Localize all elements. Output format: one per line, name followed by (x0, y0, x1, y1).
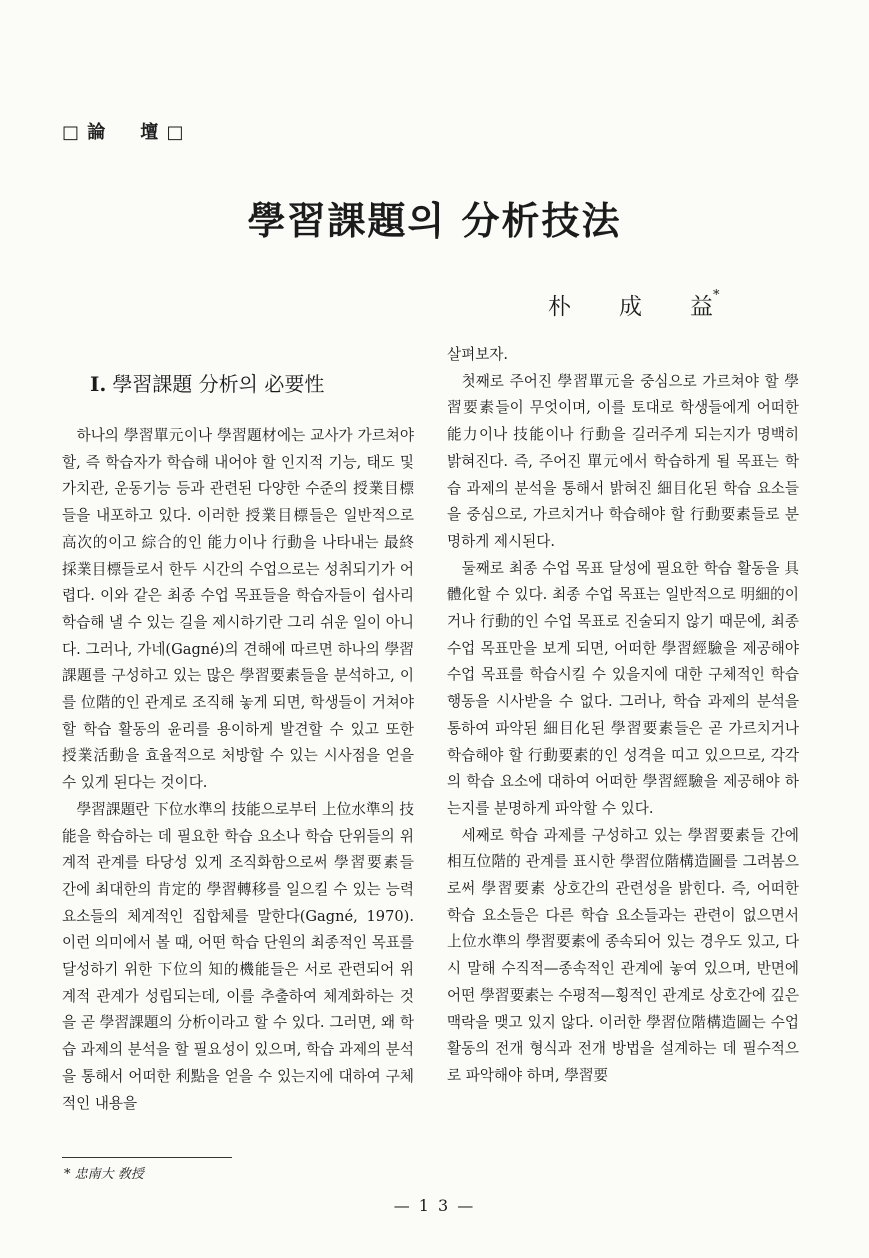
left-column (62, 423, 414, 1117)
right-paragraph-2: 첫째로 주어진 學習單元을 중심으로 가르쳐야 할 學習要素들이 무엇이며, 이를 토대로 학생들에게 어떠한 能力이나 技能이나 行動을 길러주게 되는지가 명백히 밝혀진다. 즉, 주어진 單元에서 학습하게 될 목표는 학습 과제의 분석을 통해서 밝혀진 細目化된 학습 요소들을 중심으로, 가르치거나 학습해야 할 行動要素들로 분명하게 제시된다. (447, 372, 799, 550)
right-paragraph-3: 둘째로 최종 수업 목표 달성에 필요한 학습 활동을 具體化할 수 있다. 최종 수업 목표는 일반적으로 明細的이거나 行動的인 수업 목표로 진술되지 않기 때문에, 최종 수업 목표만을 보게 되면, 어떠한 學習經驗을 제공해야 수업 목표를 학습시킬 수 있을지에 대한 구체적인 학습 행동을 시사받을 수 없다. 그러나, 학습 과제의 분석을 통하여 파악된 細目化된 學習要素들은 곧 가르치거나 학습해야 할 行動要素的인 성격을 띠고 있으므로, 각각의 학습 요소에 대하여 어떠한 學習經驗을 제공해야 하는지를 분명하게 파악할 수 있다. (447, 559, 799, 817)
right-paragraph-1: 살펴보자. (447, 346, 509, 363)
author-name (548, 288, 720, 321)
author-footnote-mark: * (713, 288, 720, 303)
page-number: — 1 3 — (393, 1196, 476, 1215)
section-tag-left: □ 論 (62, 122, 107, 143)
section-heading (90, 368, 324, 397)
right-paragraph-4: 세째로 학습 과제를 구성하고 있는 學習要素들 간에 相互位階的 관계를 표시한 學習位階構造圖를 그려봄으로써 學習要素 상호간의 관련성을 밝힌다. 즉, 어떠한 학습 요소들은 다른 학습 요소들과는 관련이 없으면서 上位水準의 學習要素에 종속되어 있는 경우도 있고, 다시 말해 수직적—종속적인 관계에 놓여 있으며, 반면에 어떤 學習要素는 수평적—횡적인 관계로 상호간에 깊은 맥락을 맺고 있지 않다. 이러한 學習位階構造圖는 수업 활동의 전개 형식과 전개 방법을 설계하는 데 필수적으로 파악해야 하며, 學習要 (447, 826, 799, 1084)
footnote: * 忠南大 敎授 (64, 1167, 144, 1182)
section-number: I. (90, 372, 107, 396)
article-title: 學習課題의 分析技法 (247, 198, 622, 243)
left-paragraph-2: 學習課題란 下位水準의 技能으로부터 上位水準의 技能을 학습하는 데 필요한 학습 요소나 학습 단위들의 위계적 관계를 타당성 있게 조직화함으로써 學習要素들 간에 최대한의 肯定的 學習轉移를 일으킬 수 있는 능력 요소들의 체계적인 집합체를 말한다(Gagné, 1970). 이런 의미에서 볼 때, 어떤 학습 단원의 최종적인 목표를 달성하기 위한 下位의 知的機能들은 서로 관련되어 위계적 관계가 성립되는데, 이를 추출하여 체계화하는 것을 곧 學習課題의 分析이라고 할 수 있다. 그러면, 왜 학습 과제의 분석을 할 필요성이 있으며, 학습 과제의 분석을 통해서 어떠한 利點을 얻을 수 있는지에 대하여 구체적인 내용을 (62, 800, 414, 1112)
author-given-name-2: 益 (690, 294, 713, 320)
left-paragraph-1: 하나의 學習單元이나 學習題材에는 교사가 가르쳐야 할, 즉 학습자가 학습해 내어야 할 인지적 기능, 태도 및 가치관, 운동기능 등과 관련된 다양한 수준의 授業目標들을 내포하고 있다. 이러한 授業目標들은 일반적으로 高次的이고 綜合的인 能力이나 行動을 나타내는 最終採業目標들로서 한두 시간의 수업으로는 성취되기가 어렵다. 이와 같은 최종 수업 목표들을 학습자들이 쉽사리 학습해 낼 수 있는 길을 제시하기란 그리 쉬운 일이 아니다. 그러나, 가네(Gagné)의 견해에 따르면 하나의 學習課題를 구성하고 있는 많은 學習要素들을 분석하고, 이를 位階的인 관계로 조직해 놓게 되면, 학생들이 거쳐야 할 학습 활동의 윤리를 용이하게 발견할 수 있고 또한 授業活動을 효율적으로 처방할 수 있는 시사점을 얻을 수 있게 된다는 것이다. (62, 427, 414, 792)
author-given-name-1: 成 (619, 294, 642, 320)
right-column (447, 342, 799, 1090)
section-heading-text: 學習課題 分析의 必要性 (112, 372, 325, 396)
section-tag (62, 118, 185, 144)
section-tag-right: 壇 □ (140, 122, 185, 143)
footnote-rule (62, 1157, 232, 1158)
author-family-name: 朴 (548, 294, 571, 320)
